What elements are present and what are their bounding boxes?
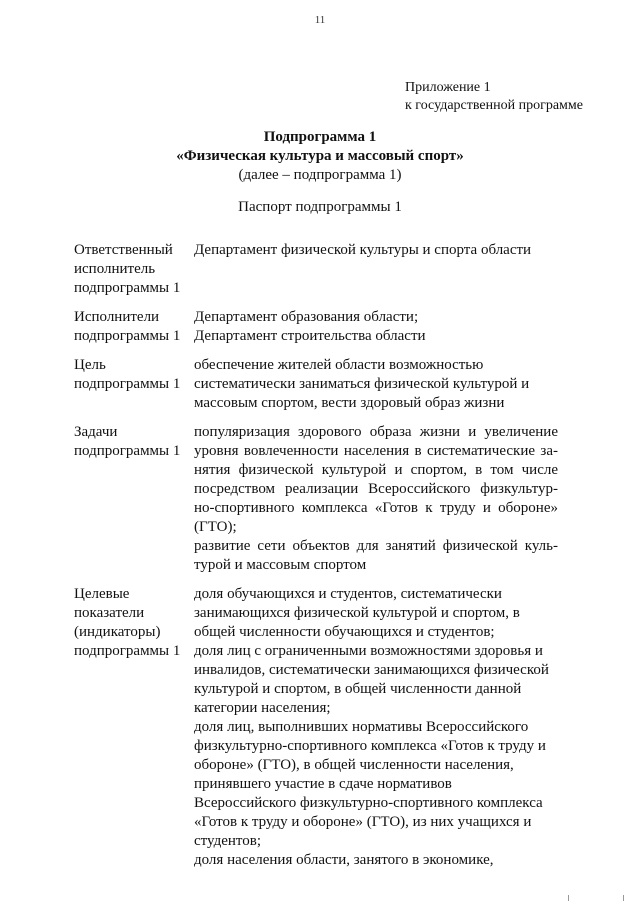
passport-heading: Паспорт подпрограммы 1 [238, 199, 402, 215]
value-line: посредством реализации Всероссийского физкультур- [194, 481, 558, 497]
value-line: доля лиц, выполнивших нормативы Всероссийского [194, 719, 529, 735]
passport-row-goal [74, 356, 558, 413]
value-line: инвалидов, систематически занимающихся физической [194, 662, 549, 678]
value-line: массовым спортом, вести здоровый образ жизни [194, 395, 505, 411]
value-line: принявшего участие в сдаче нормативов [194, 776, 452, 792]
subprogram-title: Подпрограмма 1 [263, 129, 377, 145]
value-line: физкультурно-спортивного комплекса «Готов к труду и [194, 738, 546, 754]
row-value [194, 585, 558, 870]
row-label [74, 423, 194, 575]
value-line: уровня вовлеченности населения в систематические за- [194, 443, 558, 459]
value-line: Всероссийского физкультурно-спортивного комплекса [194, 795, 543, 811]
label-line: Задачи [74, 424, 118, 440]
page-number: 11 [314, 14, 326, 26]
row-label [74, 241, 194, 298]
value-line: общей численности обучающихся и студентов; [194, 624, 495, 640]
label-line: Исполнители [74, 309, 160, 325]
label-line: (индикаторы) [74, 624, 161, 640]
label-line: Целевые [74, 586, 130, 602]
value-line: но-спортивного комплекса «Готов к труду и обороне» [194, 500, 558, 516]
value-line: Департамент строительства области [194, 328, 426, 344]
value-line: обороне» (ГТО), в общей численности населения, [194, 757, 514, 773]
appendix-line-2: к государственной программе [405, 98, 583, 113]
value-line: развитие сети объектов для занятий физической куль- [194, 538, 558, 554]
row-label [74, 585, 194, 870]
row-label [74, 356, 194, 413]
value-line: студентов; [194, 833, 261, 849]
value-line: доля лиц с ограниченными возможностями здоровья и [194, 643, 543, 659]
value-line: нятия физической культурой и спортом, в том числе [194, 462, 558, 478]
value-line: «Готов к труду и обороне» (ГТО), из них учащихся и [194, 814, 532, 830]
row-value [194, 308, 558, 346]
passport-row-responsible [74, 241, 558, 298]
passport-row-indicators [74, 585, 558, 870]
row-value [194, 356, 558, 413]
row-value [194, 241, 558, 298]
value-line: турой и массовым спортом [194, 557, 367, 573]
value-line: Департамент физической культуры и спорта области [194, 242, 532, 258]
document-title [0, 128, 640, 185]
subprogram-name: «Физическая культура и массовый спорт» [176, 148, 464, 164]
value-line: систематически заниматься физической культурой и [194, 376, 530, 392]
appendix-note [405, 79, 635, 115]
label-line: подпрограммы 1 [74, 376, 181, 392]
appendix-line-1: Приложение 1 [405, 80, 491, 95]
subprogram-alias: (далее – подпрограмма 1) [238, 167, 402, 183]
value-line: Департамент образования области; [194, 309, 419, 325]
label-line: подпрограммы 1 [74, 643, 181, 659]
row-label [74, 308, 194, 346]
label-line: показатели [74, 605, 145, 621]
label-line: подпрограммы 1 [74, 443, 181, 459]
passport-row-tasks [74, 423, 558, 575]
value-line: обеспечение жителей области возможностью [194, 357, 484, 373]
value-line: доля обучающихся и студентов, систематически [194, 586, 502, 602]
value-line: доля населения области, занятого в экономике, [194, 852, 494, 868]
label-line: Цель [74, 357, 106, 373]
label-line: Ответственный [74, 242, 173, 258]
value-line: категории населения; [194, 700, 331, 716]
passport-table [74, 241, 558, 880]
value-line: популяризация здорового образа жизни и увеличение [194, 424, 558, 440]
scan-edge-mark [623, 895, 624, 901]
value-line: культурой и спортом, в общей численности данной [194, 681, 522, 697]
row-value [194, 423, 558, 575]
label-line: исполнитель [74, 261, 156, 277]
passport-row-executors [74, 308, 558, 346]
value-line: (ГТО); [194, 519, 237, 535]
label-line: подпрограммы 1 [74, 328, 181, 344]
value-line: занимающихся физической культурой и спортом, в [194, 605, 520, 621]
label-line: подпрограммы 1 [74, 280, 181, 296]
scan-edge-mark [568, 895, 569, 901]
